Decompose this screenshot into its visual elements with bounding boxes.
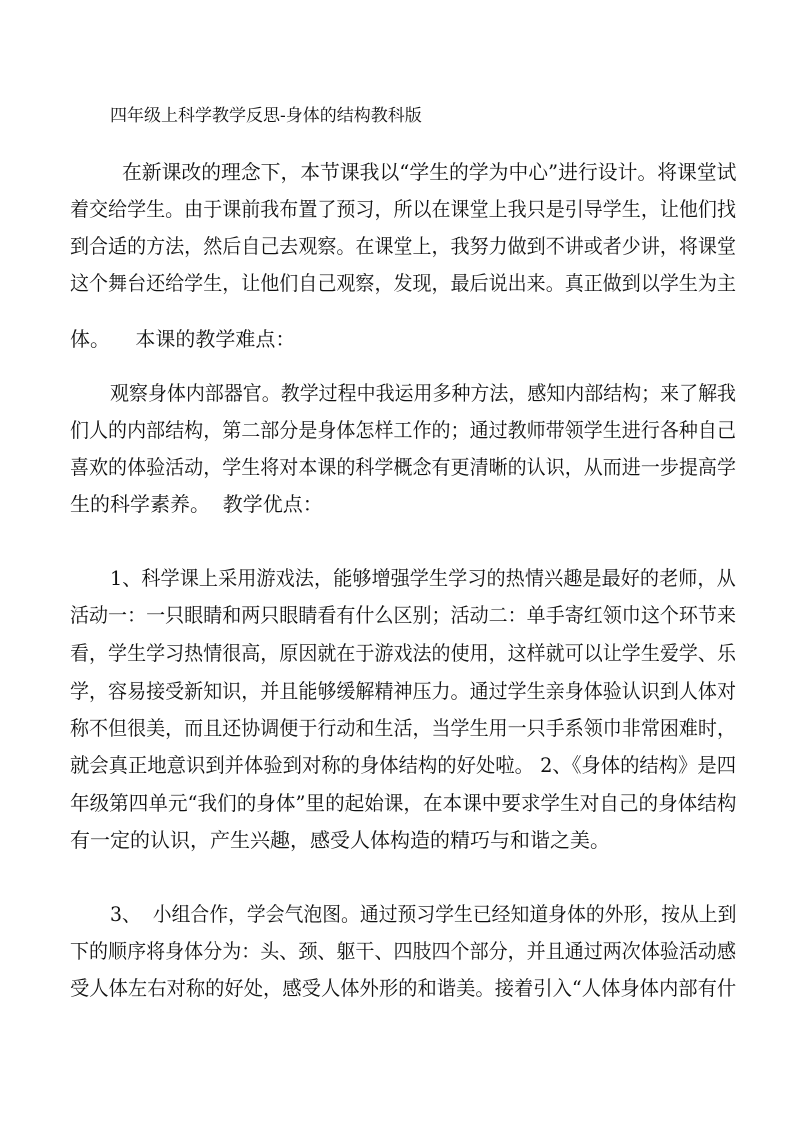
paragraph-line: 体。 本课的教学难点： bbox=[70, 327, 296, 351]
paragraph-line: 学，容易接受新知识，并且能够缓解精神压力。通过学生亲身体验认识到人体对 bbox=[70, 679, 736, 703]
paragraph-line: 在新课改的理念下，本节课我以“学生的学为中心”进行设计。将课堂试 bbox=[122, 160, 737, 184]
paragraph-line: 生的科学素养。 教学优点： bbox=[70, 492, 323, 516]
paragraph-line: 1、科学课上采用游戏法，能够增强学生学习的热情兴趣是最好的老师，从 bbox=[110, 566, 736, 590]
paragraph-line: 有一定的认识，产生兴趣，感受人体构造的精巧与和谐之美。 bbox=[70, 828, 610, 852]
paragraph-line: 就会真正地意识到并体验到对称的身体结构的好处啦。 2、《身体的结构》是四 bbox=[70, 753, 737, 777]
paragraph-line: 3、 小组合作，学会气泡图。通过预习学生已经知道身体的外形，按从上到 bbox=[110, 902, 737, 926]
paragraph-line: 下的顺序将身体分为：头、颈、躯干、四肢四个部分，并且通过两次体验活动感 bbox=[70, 939, 736, 963]
paragraph-line: 年级第四单元“我们的身体”里的起始课，在本课中要求学生对自己的身体结构 bbox=[70, 791, 737, 815]
paragraph-line: 看，学生学习热情很高，原因就在于游戏法的使用，这样就可以让学生爱学、乐 bbox=[70, 641, 736, 665]
paragraph-line: 这个舞台还给学生，让他们自己观察，发现，最后说出来。真正做到以学生为主 bbox=[70, 271, 736, 295]
paragraph-line: 受人体左右对称的好处，感受人体外形的和谐美。接着引入“人体身体内部有什 bbox=[70, 976, 737, 1000]
paragraph-line: 们人的内部结构，第二部分是身体怎样工作的；通过教师带领学生进行各种自己 bbox=[70, 418, 736, 442]
paragraph-line: 称不但很美，而且还协调便于行动和生活，当学生用一只手系领巾非常困难时， bbox=[70, 716, 736, 740]
paragraph-line: 着交给学生。由于课前我布置了预习，所以在课堂上我只是引导学生，让他们找 bbox=[70, 197, 736, 221]
paragraph-line: 到合适的方法，然后自己去观察。在课堂上，我努力做到不讲或者少讲，将课堂 bbox=[70, 234, 736, 258]
paragraph-line: 活动一：一只眼睛和两只眼睛看有什么区别；活动二：单手寄红领巾这个环节来 bbox=[70, 603, 736, 627]
paragraph-line: 观察身体内部器官。教学过程中我运用多种方法，感知内部结构；来了解我 bbox=[110, 381, 737, 405]
document-title: 四年级上科学教学反思-身体的结构教科版 bbox=[110, 106, 422, 126]
paragraph-line: 喜欢的体验活动，学生将对本课的科学概念有更清晰的认识，从而进一步提高学 bbox=[70, 455, 736, 479]
